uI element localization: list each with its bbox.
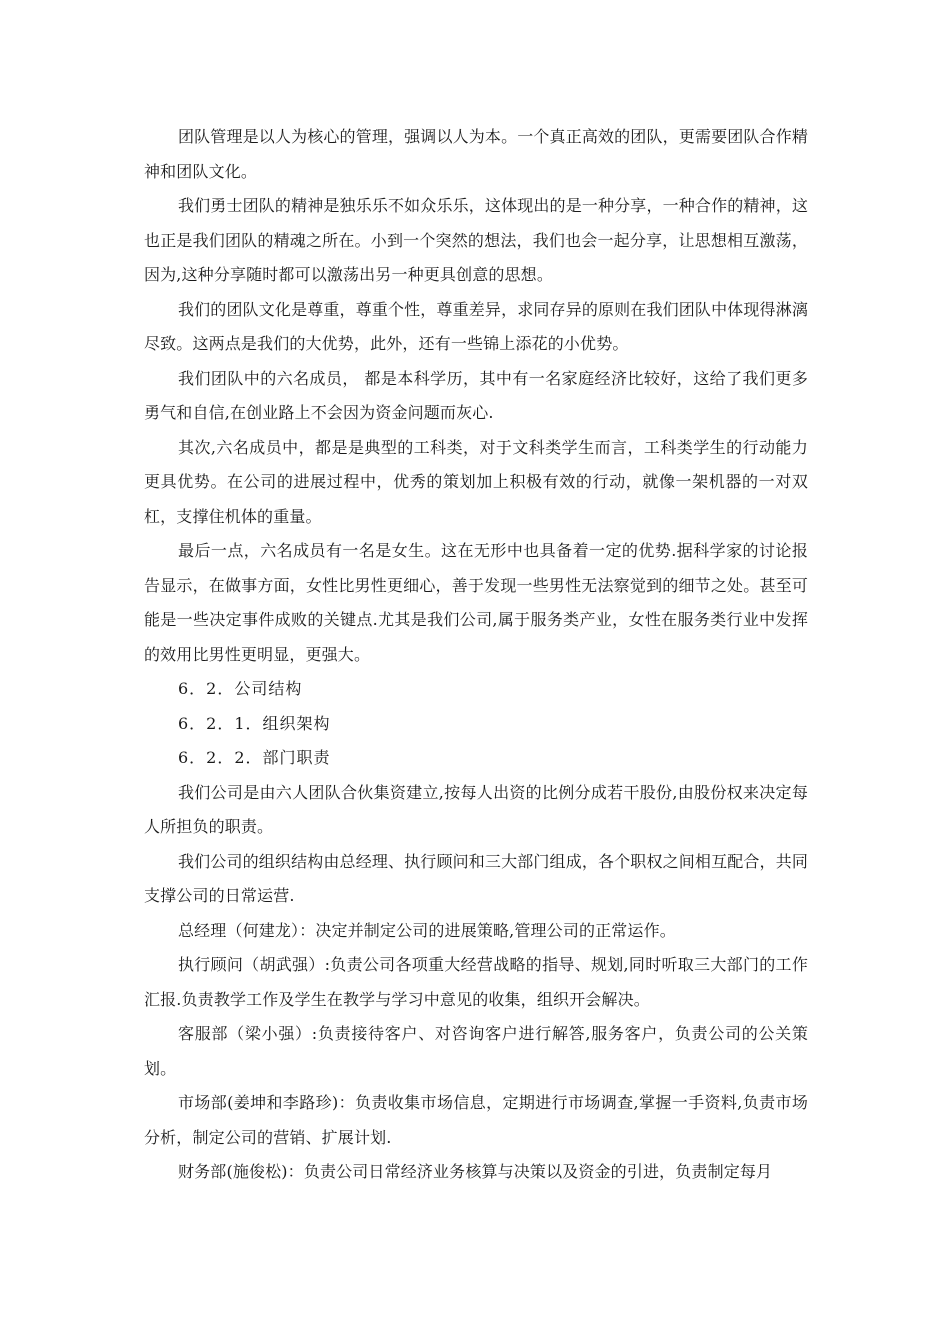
paragraph-team-spirit: 我们勇士团队的精神是独乐乐不如众乐乐，这体现出的是一种分享，一种合作的精神，这也正是我们团队的精魂之所在。小到一个突然的想法，我们也会一起分享，让思想相互激荡，因为,这种分享随时都可以激荡出另一种更具创意的思想。 xyxy=(144,196,808,284)
paragraph-finance: 财务部(施俊松)：负责公司日常经济业务核算与决策以及资金的引进，负责制定每月 xyxy=(178,1162,773,1181)
paragraph-marketing: 市场部(姜坤和李路珍)：负责收集市场信息，定期进行市场调查,掌握一手资料,负责市场分析，制定公司的营销、扩展计划. xyxy=(144,1093,808,1147)
paragraph-company-founding: 我们公司是由六人团队合伙集资建立,按每人出资的比例分成若干股份,由股份权来决定每人所担负的职责。 xyxy=(144,782,808,836)
paragraph-engineering-advantage: 其次,六名成员中，都是是典型的工科类，对于文科类学生而言，工科类学生的行动能力更具优势。在公司的进展过程中，优秀的策划加上积极有效的行动，就像一架机器的一对双杠，支撑住机体的重量。 xyxy=(144,437,808,526)
section-heading-org-chart: 6．2．1．组织架构 xyxy=(178,713,331,733)
document-page xyxy=(144,120,808,1190)
section-heading-company-structure: 6．2．公司结构 xyxy=(178,679,303,698)
paragraph-female-advantage: 最后一点，六名成员有一名是女生。这在无形中也具备着一定的优势.据科学家的讨论报告显示，在做事方面，女性比男性更细心，善于发现一些男性无法察觉到的细节之处。甚至可能是一些决定事件成败的关键点.尤其是我们公司,属于服务类产业，女性在服务类行业中发挥的效用比男性更明显，更强大。 xyxy=(144,541,808,664)
section-heading-department-duties: 6．2．2．部门职责 xyxy=(178,748,331,767)
paragraph-customer-service: 客服部（梁小强）:负责接待客户、对咨询客户进行解答,服务客户，负责公司的公关策划。 xyxy=(144,1024,808,1078)
paragraph-general-manager: 总经理（何建龙）：决定并制定公司的进展策略,管理公司的正常运作。 xyxy=(178,920,676,940)
paragraph-team-management: 团队管理是以人为核心的管理，强调以人为本。一个真正高效的团队，更需要团队合作精神和团队文化。 xyxy=(144,127,808,181)
paragraph-team-members: 我们团队中的六名成员， 都是本科学历，其中有一名家庭经济比较好，这给了我们更多勇气和自信,在创业路上不会因为资金问题而灰心. xyxy=(144,368,808,422)
paragraph-team-culture: 我们的团队文化是尊重，尊重个性，尊重差异，求同存异的原则在我们团队中体现得淋漓尽致。这两点是我们的大优势，此外，还有一些锦上添花的小优势。 xyxy=(144,299,808,353)
paragraph-org-structure: 我们公司的组织结构由总经理、执行顾问和三大部门组成，各个职权之间相互配合，共同支撑公司的日常运营. xyxy=(144,851,808,905)
paragraph-executive-consultant: 执行顾问（胡武强）:负责公司各项重大经营战略的指导、规划,同时听取三大部门的工作汇报.负责教学工作及学生在教学与学习中意见的收集，组织开会解决。 xyxy=(144,955,808,1009)
